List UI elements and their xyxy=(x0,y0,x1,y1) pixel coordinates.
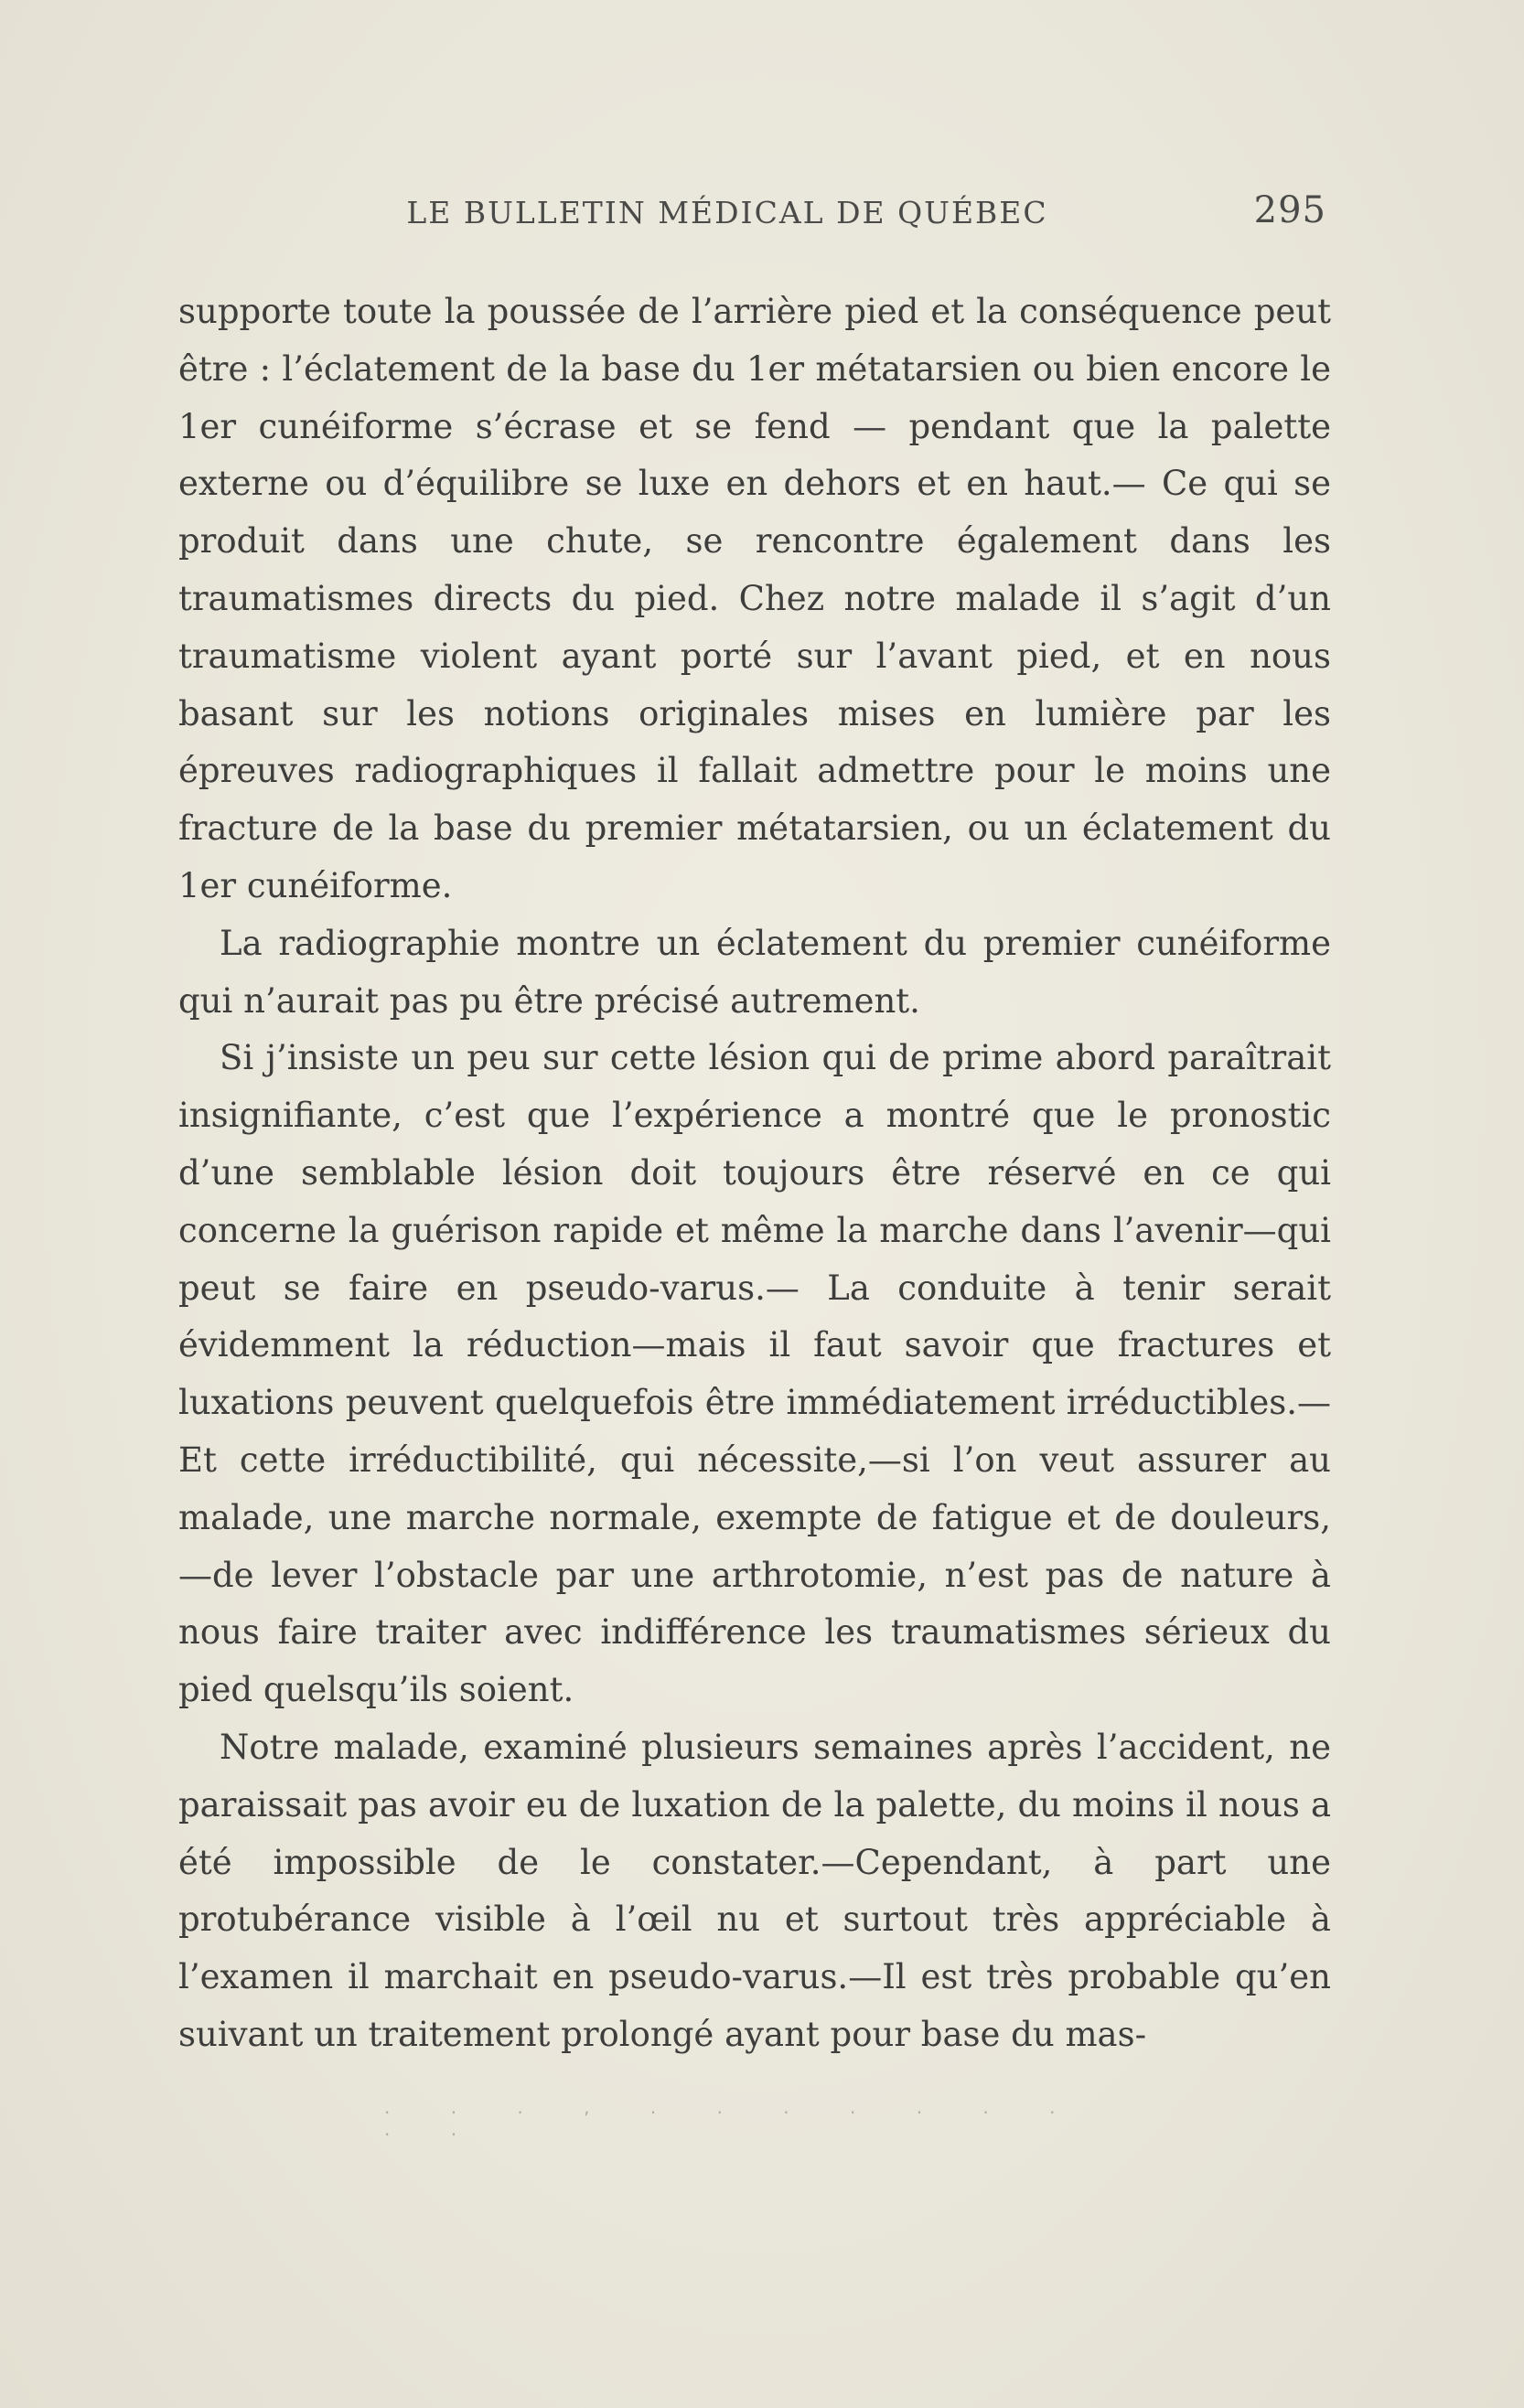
paragraph-radiographie: La radiographie montre un éclatement du premier cunéiforme qui n’aurait pas pu être précisé autrement. xyxy=(178,923,1331,1021)
page-header xyxy=(178,189,1326,244)
paragraph-lesion: Si j’insiste un peu sur cette lésion qui de prime abord paraîtrait insignifiante, c’est que l’expérience a montré que le pronostic d’une semblable lésion doit toujours être réservé en ce qui concerne la guérison rapide et même la marche dans l’avenir—qui peut se faire en pseudo-varus.— La conduite à tenir serait évidemment la réduction—mais il faut savoir que fractures et luxations peuvent quelquefois être immédiatement irréductibles.—Et cette irréductibilité, qui nécessite,—si l’on veut assurer au malade, une marche normale, exempte de fatigue et de douleurs,—de lever l’obstacle par une arthrotomie, n’est pas de nature à nous faire traiter avec indifférence les traumatismes sérieux du pied quelsqu’ils soient. xyxy=(178,1038,1331,1710)
paragraph-malade: Notre malade, examiné plusieurs semaines après l’accident, ne paraissait pas avoir eu de luxation de la palette, du moins il nous a été impossible de le constater.—Cependant, à part une protubérance visible à l’œil nu et surtout très appréciable à l’examen il marchait en pseudo-varus.—Il est très probable qu’en suivant un traitement prolongé ayant pour base du mas- xyxy=(178,1727,1331,2054)
running-head: LE BULLETIN MÉDICAL DE QUÉBEC xyxy=(406,195,1048,230)
footer-marks: . . . , . . . . . . . . . xyxy=(384,2096,1083,2140)
body-text xyxy=(178,284,1331,2064)
paragraph-continuation: supporte toute la poussée de l’arrière pied et la conséquence peut être : l’éclatement de la base du 1er métatarsien ou bien encore le 1er cunéiforme s’écrase et se fend — pendant que la palette externe ou d’équilibre se luxe en dehors et en haut.— Ce qui se produit dans une chute, se rencontre également dans les traumatismes directs du pied. Chez notre malade il s’agit d’un traumatisme violent ayant porté sur l’avant pied, et en nous basant sur les notions originales mises en lumière par les épreuves radiographiques il fallait admettre pour le moins une fracture de la base du premier métatarsien, ou un éclatement du 1er cunéiforme. xyxy=(178,292,1331,905)
page-number: 295 xyxy=(1253,189,1326,231)
